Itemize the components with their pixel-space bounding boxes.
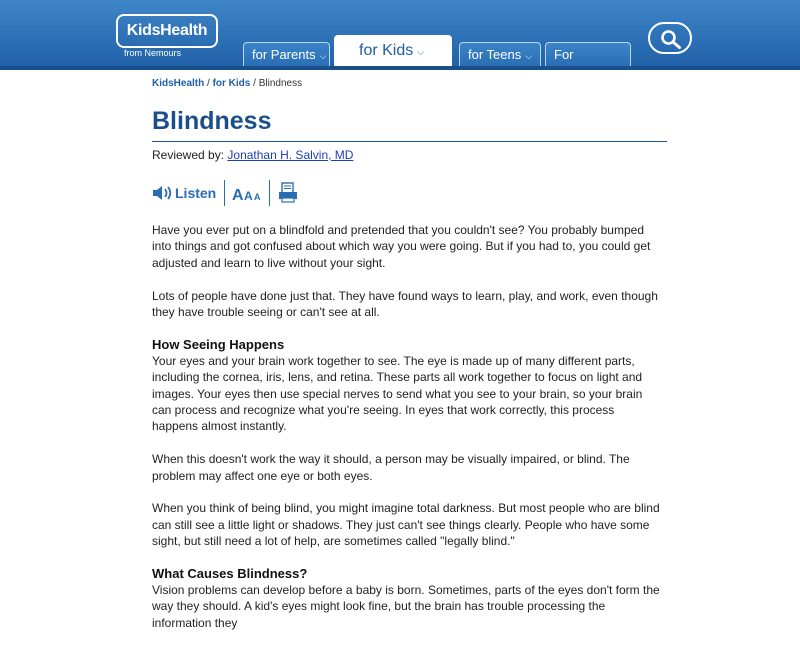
tool-divider [224, 180, 225, 206]
svg-text:A: A [254, 192, 261, 202]
section-heading: How Seeing Happens [152, 336, 285, 352]
svg-text:A: A [244, 189, 253, 203]
breadcrumb-for-kids[interactable]: for Kids [212, 78, 251, 89]
article-paragraph: When you think of being blind, you might imagine total darkness. But most people who are blind can still see a little light or shadows. They just can't see things clearly. People who have some sight, but still need a lot of help, are sometimes called "legally blind." [152, 501, 660, 549]
chevron-down-icon: ⌵ [525, 51, 533, 61]
chevron-down-icon: ⌵ [319, 51, 327, 61]
page-title: Blindness [152, 107, 272, 135]
tool-divider [269, 180, 270, 206]
reviewed-label: Reviewed by: [152, 148, 225, 162]
breadcrumb-separator: / [253, 78, 256, 89]
article-body [152, 222, 662, 648]
listen-button[interactable] [152, 182, 218, 204]
tab-for-kids[interactable] [334, 35, 452, 70]
breadcrumb-current: Blindness [258, 78, 303, 89]
kidshealth-logo[interactable] [116, 14, 218, 48]
tab-label: For Educators [554, 47, 613, 86]
header-bottom-bar [0, 66, 800, 70]
listen-label: Listen [175, 185, 217, 201]
breadcrumb [152, 78, 302, 89]
tab-label: for Teens [468, 47, 522, 62]
article-paragraph: Your eyes and your brain work together to see. The eye is made up of many different parts, including the cornea, iris, lens, and retina. These parts all work together to focus on light and images. Your eyes then use special nerves to send what you see to your brain, so your brain can process and recognize what you're seeing. In eyes that work correctly, this process happens almost instantly. [152, 353, 643, 434]
search-button[interactable] [648, 22, 692, 54]
svg-text:A: A [232, 187, 244, 204]
tab-for-teens[interactable] [459, 42, 541, 67]
tab-for-parents[interactable] [243, 42, 330, 67]
print-button[interactable] [278, 182, 298, 204]
breadcrumb-separator: / [207, 78, 210, 89]
reviewer-link[interactable]: Jonathan H. Salvin, MD [227, 148, 354, 162]
article-paragraph: When this doesn't work the way it should, a person may be visually impaired, or blind. The problem may affect one eye or both eyes. [152, 452, 630, 483]
article-paragraph: Lots of people have done just that. They have found ways to learn, play, and work, even though they have trouble seeing or can't see at all. [152, 288, 658, 320]
article-paragraph: Vision problems can develop before a baby is born. Sometimes, parts of the eyes don't form the way they should. A kid's eyes might look fine, but the brain has trouble processing the information they [152, 583, 660, 630]
tab-for-educators[interactable] [545, 42, 631, 86]
reviewed-by [152, 148, 353, 162]
article-paragraph: Have you ever put on a blindfold and pretended that you couldn't see? You probably bumped into things and got confused about which way you were going. But if you had to, you could get adjusted and learn to live without your sight. [152, 223, 651, 270]
text-size-button[interactable] [232, 184, 264, 204]
print-icon [278, 182, 298, 204]
logo-text: KidsHealth [126, 22, 208, 39]
speaker-icon [152, 184, 174, 202]
logo-subtitle: from Nemours [124, 48, 182, 58]
tab-label: for Parents [252, 47, 316, 62]
text-size-icon [232, 184, 264, 204]
section-heading: What Causes Blindness? [152, 566, 308, 582]
search-icon [660, 29, 682, 49]
title-divider [152, 141, 667, 142]
breadcrumb-kidshealth[interactable]: KidsHealth [152, 78, 205, 89]
chevron-down-icon: ⌵ [417, 47, 425, 57]
tab-label: for Kids [359, 42, 414, 59]
